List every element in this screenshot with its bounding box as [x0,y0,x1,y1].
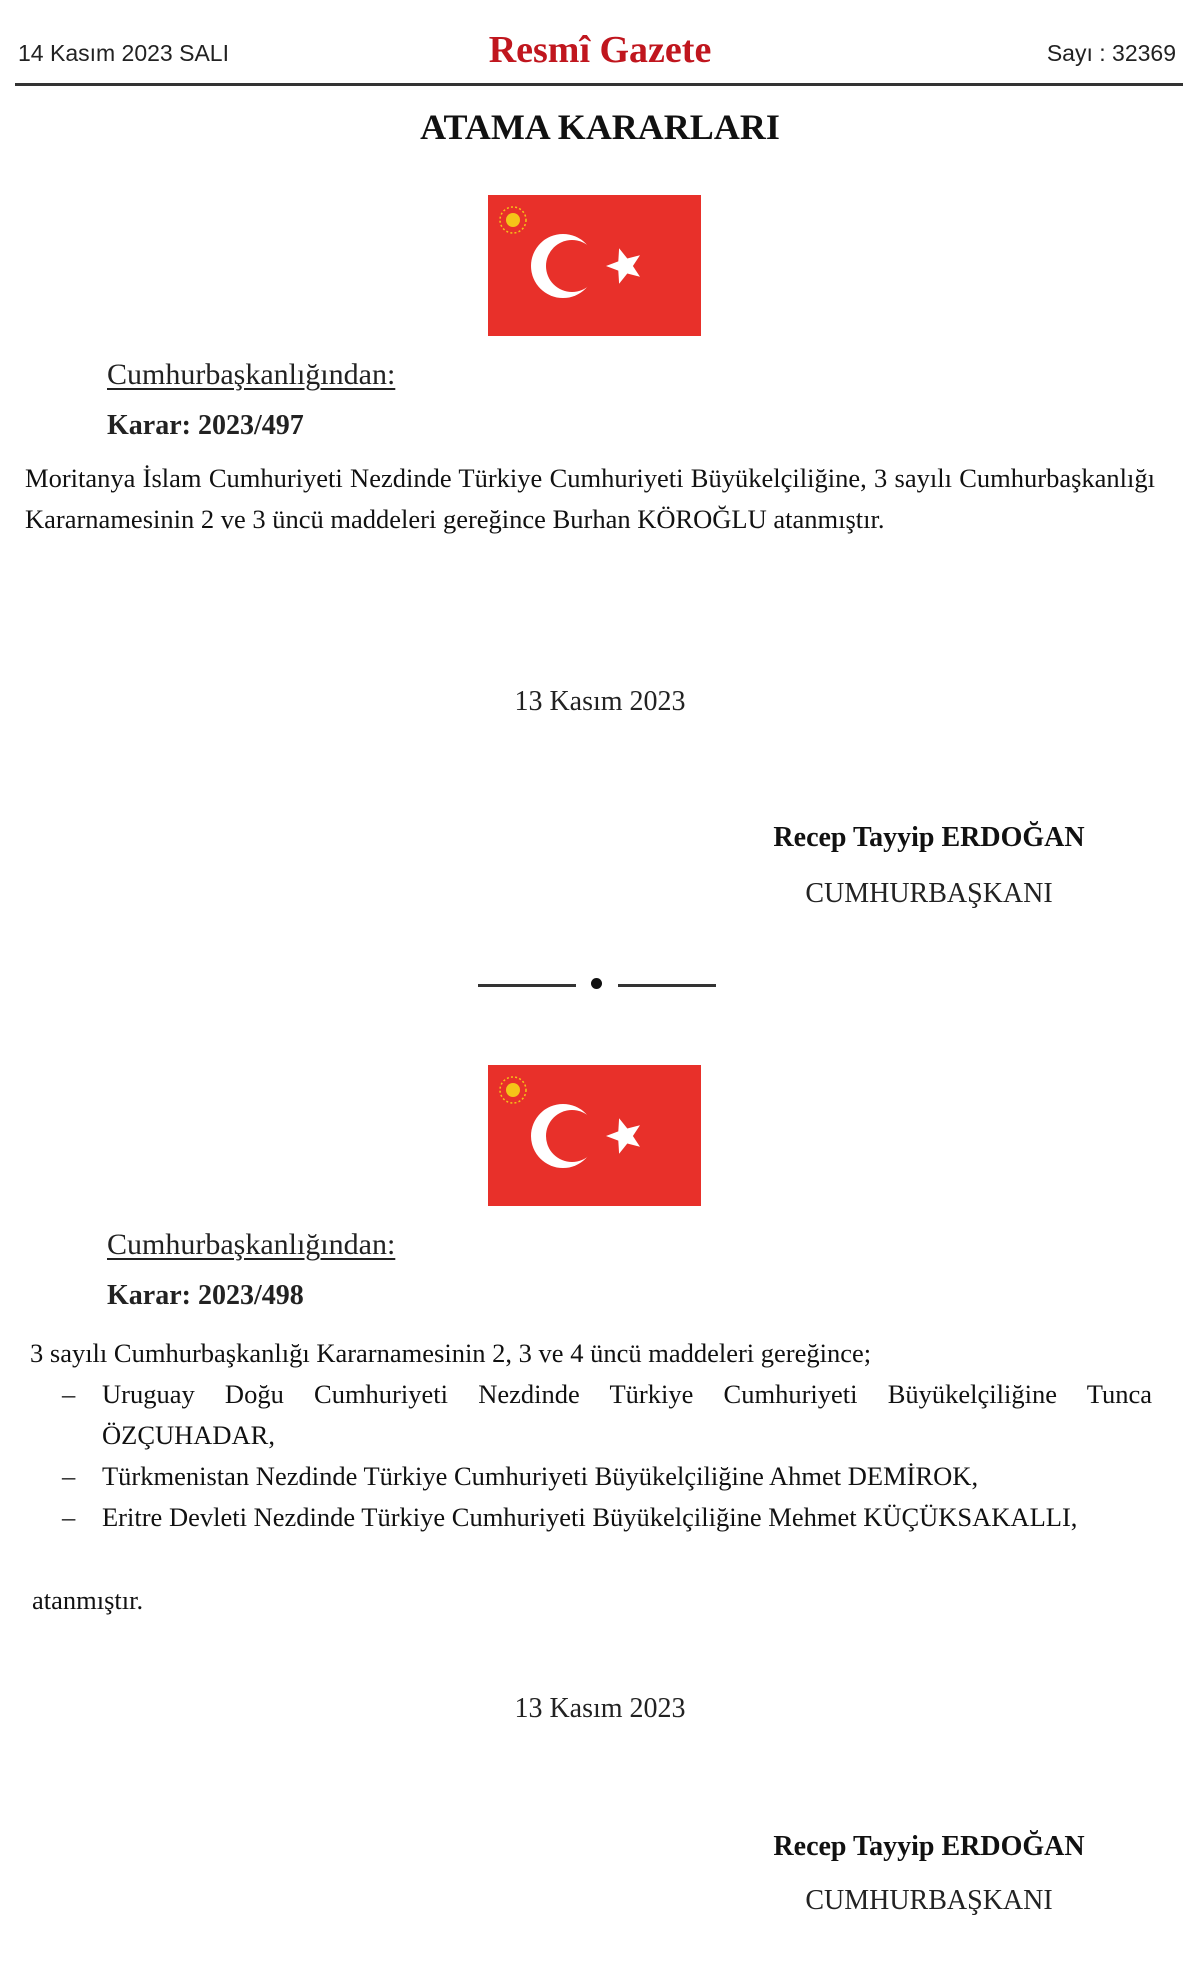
appointment-text: Eritre Devleti Nezdinde Türkiye Cumhuriyeti Büyükelçiliğine Mehmet KÜÇÜKSAKALLI, [102,1502,1078,1532]
appointment-item [62,1497,1152,1538]
list-dash: – [62,1461,76,1491]
appointment-item [62,1456,1152,1497]
presidential-flag-icon [488,195,701,336]
appointment-text: Türkmenistan Nezdinde Türkiye Cumhuriyeti Büyükelçiliğine Ahmet DEMİROK, [102,1461,979,1491]
issuer-heading: Cumhurbaşkanlığından: [107,1228,396,1261]
decision-date: 13 Kasım 2023 [514,686,686,717]
decision-number: Karar: 2023/497 [107,410,304,441]
signatory-name: Recep Tayyip ERDOĞAN [773,822,1085,853]
gazette-title: Resmî Gazete [488,29,712,71]
divider-line-right [618,984,716,987]
list-dash: – [62,1502,76,1532]
decision-number: Karar: 2023/498 [107,1280,304,1311]
decision-date: 13 Kasım 2023 [514,1693,686,1724]
appointment-text: Uruguay Doğu Cumhuriyeti Nezdinde Türkiye Cumhuriyeti Büyükelçiliğine Tunca ÖZÇUHADAR, [102,1379,1152,1450]
issue-number: Sayı : 32369 [1046,40,1176,66]
divider-line-left [478,984,576,987]
decision-body: Moritanya İslam Cumhuriyeti Nezdinde Türkiye Cumhuriyeti Büyükelçiliğine, 3 sayılı Cumhurbaşkanlığı Kararnamesinin 2 ve 3 üncü maddeleri gereğince Burhan KÖROĞLU atanmıştır. [25,463,1155,534]
signatory-title: CUMHURBAŞKANI [805,1885,1053,1916]
signatory-name: Recep Tayyip ERDOĞAN [773,1831,1085,1862]
header-rule [15,83,1183,86]
appointment-item [62,1374,1152,1456]
issue-date: 14 Kasım 2023 SALI [18,40,229,66]
decision-intro: 3 sayılı Cumhurbaşkanlığı Kararnamesinin 2, 3 ve 4 üncü maddeleri gereğince; [30,1338,872,1368]
list-dash: – [62,1379,76,1409]
issuer-heading: Cumhurbaşkanlığından: [107,358,396,391]
signatory-title: CUMHURBAŞKANI [805,878,1053,909]
section-title: ATAMA KARARLARI [420,107,780,147]
presidential-flag-icon [488,1065,701,1206]
decision-closing: atanmıştır. [32,1585,144,1615]
section-divider [478,975,718,989]
divider-dot [591,978,602,989]
